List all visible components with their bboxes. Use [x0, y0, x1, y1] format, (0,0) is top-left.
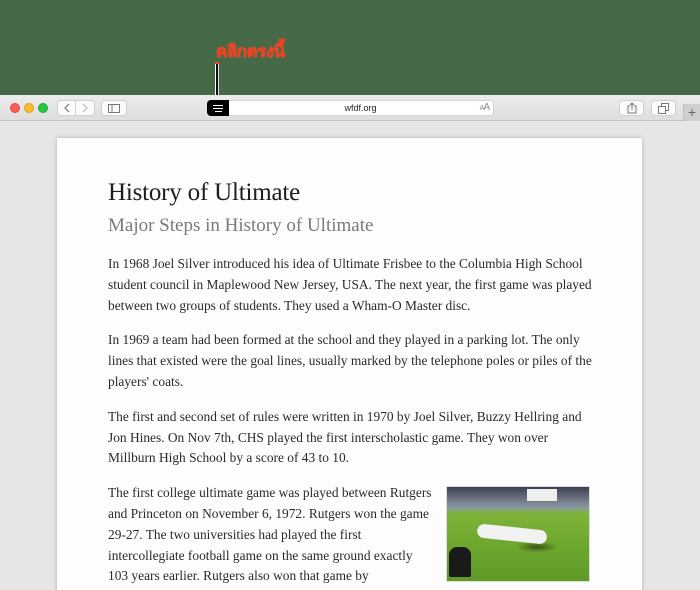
- article-subtitle: Major Steps in History of Ultimate: [108, 215, 374, 236]
- share-icon: [627, 102, 637, 114]
- article-paragraph: The first college ultimate game was played between Rutgers and Princeton on November 6, 1972. Rutgers won the game 29-27. The two universities had played the first intercollegiate football game on the same ground exactly 103 years earlier. Rutgers also won that game by: [108, 485, 432, 584]
- annotation-background: [0, 0, 700, 96]
- chevron-right-icon: [82, 103, 88, 113]
- address-bar[interactable]: [207, 100, 494, 116]
- text-size-button[interactable]: [480, 101, 489, 116]
- sidebar-icon: [108, 104, 120, 113]
- forward-button[interactable]: [76, 100, 95, 116]
- close-window-button[interactable]: [10, 103, 20, 113]
- safari-window: [0, 95, 700, 590]
- new-tab-button[interactable]: +: [683, 104, 700, 121]
- photo-tent-shape: [527, 489, 557, 501]
- article-paragraph: The first and second set of rules were written in 1970 by Joel Silver, Buzzy Hellring and Jon Hines. On Nov 7th, CHS played the first interscholastic game. They won over Millburn High School by a score of 43 to 10.: [108, 408, 582, 466]
- ultimate-photo: [446, 486, 590, 582]
- article-title: History of Ultimate: [108, 179, 301, 206]
- chevron-left-icon: [64, 103, 70, 113]
- reader-page: [57, 138, 642, 590]
- show-sidebar-button[interactable]: [101, 100, 127, 116]
- article: [108, 178, 598, 588]
- photo-player-shape: [449, 547, 471, 577]
- small-a-glyph: A: [479, 105, 484, 112]
- url-text: wfdf.org: [344, 103, 377, 113]
- back-button[interactable]: [57, 100, 76, 116]
- reader-view-button[interactable]: [207, 100, 229, 116]
- browser-toolbar: [0, 95, 700, 121]
- large-a-glyph: A: [483, 102, 489, 113]
- reader-icon-line: [213, 108, 223, 109]
- tabs-overview-icon: [658, 103, 669, 114]
- article-paragraph: In 1968 Joel Silver introduced his idea of Ultimate Frisbee to the Columbia High School student council in Maplewood New Jersey, USA. The next year, the first game was played between two groups of students. They used a Wham-O Master disc.: [108, 256, 592, 313]
- share-button[interactable]: [619, 100, 644, 116]
- article-paragraph: In 1969 a team had been formed at the school and they played in a parking lot. The only lines that existed were the goal lines, usually marked by the telephone poles or piles of the players' coats.: [108, 332, 592, 389]
- reader-icon-line: [213, 105, 223, 106]
- callout-label: คลิกตรงนี้: [216, 42, 285, 62]
- reader-icon-line: [215, 111, 222, 112]
- paragraph-with-photo: [108, 483, 598, 587]
- photo-diver-shape: [476, 524, 547, 545]
- fullscreen-window-button[interactable]: [38, 103, 48, 113]
- show-all-tabs-button[interactable]: [651, 100, 676, 116]
- minimize-window-button[interactable]: [24, 103, 34, 113]
